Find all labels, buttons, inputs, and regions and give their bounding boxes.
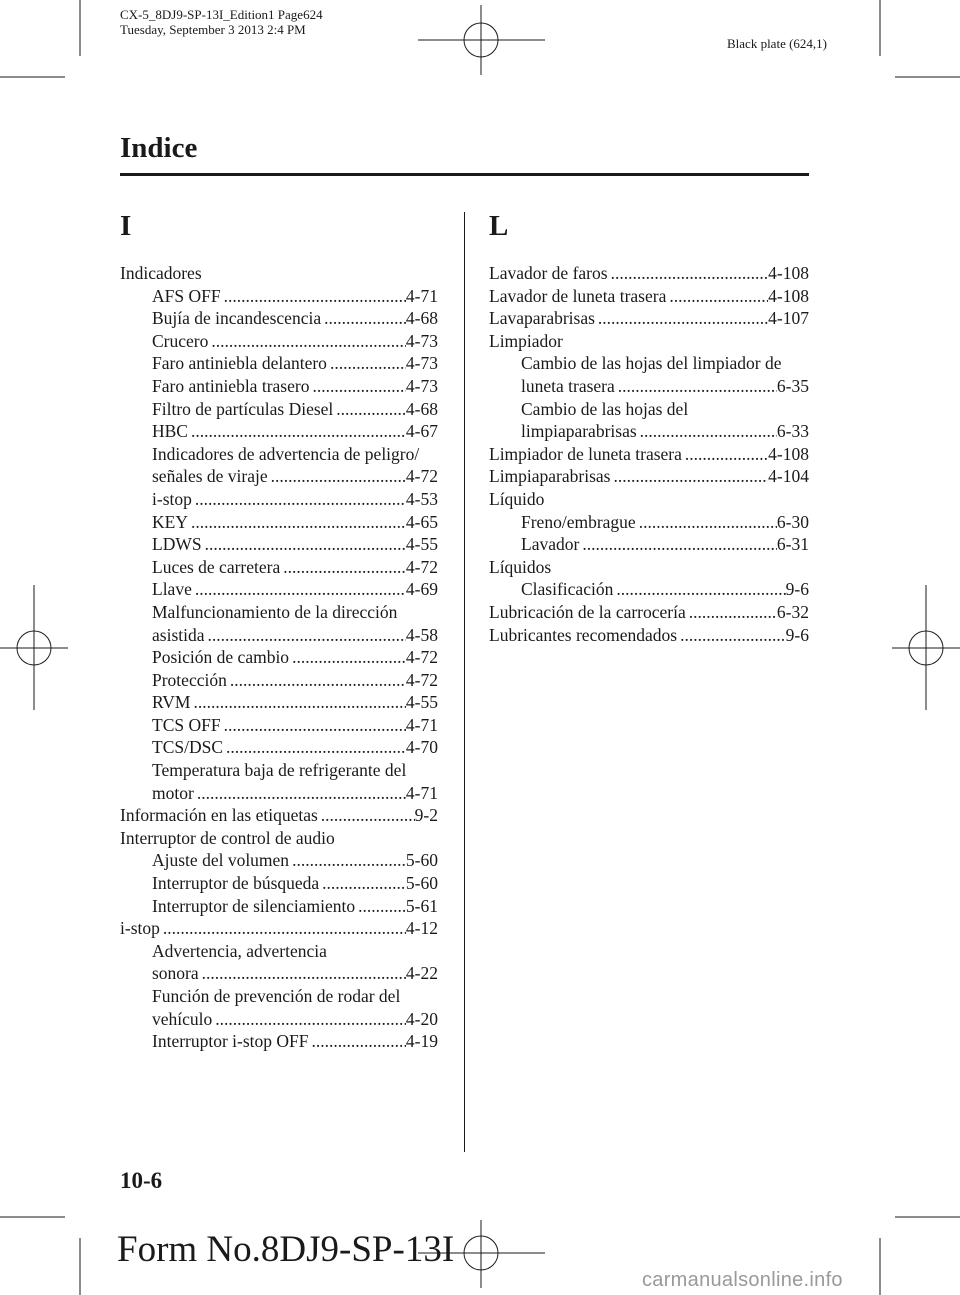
- entry-term: Clasificación: [521, 579, 614, 600]
- entry-page-ref: 5-60: [405, 850, 438, 871]
- entry-term: AFS OFF: [152, 285, 221, 306]
- entry-term: Luces de carretera: [152, 556, 281, 577]
- index-entry: [120, 578, 438, 601]
- print-header-line1: CX-5_8DJ9-SP-13I_Edition1 Page624: [120, 7, 323, 22]
- index-entry: [489, 533, 809, 556]
- leader-dots: [289, 646, 406, 669]
- entry-term: sonora: [152, 963, 199, 984]
- leader-dots: [188, 511, 406, 534]
- leader-dots: [223, 736, 406, 759]
- index-entry: [120, 330, 438, 353]
- leader-dots: [268, 465, 406, 488]
- entry-page-ref: 4-67: [405, 421, 438, 442]
- index-entry: [489, 511, 809, 534]
- index-entry: Indicadores de advertencia de peligro/: [152, 443, 420, 464]
- entry-page-ref: 4-72: [405, 669, 438, 690]
- leader-dots: [208, 330, 406, 353]
- leader-dots: [636, 511, 777, 534]
- index-entry: [120, 1008, 438, 1031]
- entry-term: asistida: [152, 624, 205, 645]
- index-column-right: [489, 262, 809, 646]
- leader-dots: [333, 398, 406, 421]
- entry-term: limpiaparabrisas: [521, 421, 637, 442]
- leader-dots: [319, 872, 406, 895]
- entry-page-ref: 9-2: [414, 805, 438, 826]
- index-entry: [120, 736, 438, 759]
- index-entry: [489, 601, 809, 624]
- entry-page-ref: 4-12: [405, 918, 438, 939]
- leader-dots: [610, 465, 768, 488]
- section-title: Indice: [120, 132, 198, 164]
- leader-dots: [608, 262, 769, 285]
- entry-term: Faro antiniebla trasero: [152, 375, 310, 396]
- index-entry: [120, 533, 438, 556]
- entry-term: Interruptor de silenciamiento: [152, 895, 356, 916]
- entry-term: HBC: [152, 421, 188, 442]
- entry-term: LDWS: [152, 534, 202, 555]
- leader-dots: [686, 601, 777, 624]
- entry-page-ref: 4-73: [405, 330, 438, 351]
- entry-term: Posición de cambio: [152, 647, 290, 668]
- index-entry: Temperatura baja de refrigerante del: [152, 760, 407, 781]
- index-entry: [120, 849, 438, 872]
- index-entry: [120, 352, 438, 375]
- index-entry: Malfuncionamiento de la dirección: [152, 601, 398, 622]
- letter-heading-i: I: [120, 210, 132, 242]
- leader-dots: [227, 669, 406, 692]
- index-entry: Función de prevención de rodar del: [152, 986, 401, 1006]
- leader-dots: [682, 443, 768, 466]
- entry-term: motor: [152, 782, 194, 803]
- index-entry: [120, 488, 438, 511]
- entry-term: señales de viraje: [152, 466, 268, 487]
- plate-label: Black plate (624,1): [727, 36, 827, 51]
- print-header-line2: Tuesday, September 3 2013 2:4 PM: [120, 22, 306, 37]
- entry-page-ref: 4-68: [405, 308, 438, 329]
- index-entry: [120, 895, 438, 918]
- leader-dots: [202, 533, 406, 556]
- index-entry: Cambio de las hojas del limpiador de: [521, 353, 782, 374]
- leader-dots: [613, 578, 785, 601]
- leader-dots: [192, 488, 406, 511]
- index-entry: [489, 262, 809, 285]
- entry-page-ref: 4-68: [405, 398, 438, 419]
- entry-page-ref: 6-33: [776, 421, 809, 442]
- entry-page-ref: 4-72: [405, 466, 438, 487]
- index-entry: [120, 398, 438, 421]
- leader-dots: [318, 804, 415, 827]
- leader-dots: [289, 849, 406, 872]
- index-entry: [120, 511, 438, 534]
- leader-dots: [309, 1030, 406, 1053]
- entry-term: Lubricantes recomendados: [489, 624, 678, 645]
- index-entry: [489, 375, 809, 398]
- leader-dots: [309, 375, 405, 398]
- leader-dots: [280, 556, 406, 579]
- index-entry: [120, 917, 438, 940]
- leader-dots: [212, 1008, 406, 1031]
- index-entry: [489, 420, 809, 443]
- leader-dots: [221, 714, 406, 737]
- leader-dots: [355, 895, 406, 918]
- index-entry: [489, 578, 809, 601]
- entry-page-ref: 4-53: [405, 488, 438, 509]
- leader-dots: [205, 624, 406, 647]
- index-entry: [120, 375, 438, 398]
- leader-dots: [188, 420, 406, 443]
- leader-dots: [666, 285, 768, 308]
- entry-page-ref: 4-73: [405, 353, 438, 374]
- index-entry: Líquido: [489, 488, 545, 509]
- entry-term: RVM: [152, 692, 191, 713]
- entry-term: Interruptor i-stop OFF: [152, 1031, 309, 1052]
- entry-page-ref: 4-69: [405, 579, 438, 600]
- index-entry: [120, 804, 438, 827]
- index-entry: [120, 465, 438, 488]
- entry-term: Bujía de incandescencia: [152, 308, 322, 329]
- entry-page-ref: 9-6: [785, 579, 809, 600]
- entry-page-ref: 4-19: [405, 1031, 438, 1052]
- index-entry: [120, 669, 438, 692]
- entry-term: Información en las etiquetas: [120, 805, 318, 826]
- entry-page-ref: 4-71: [405, 782, 438, 803]
- entry-term: Crucero: [152, 330, 209, 351]
- entry-term: vehículo: [152, 1008, 213, 1029]
- entry-page-ref: 4-108: [768, 285, 809, 306]
- entry-page-ref: 4-55: [405, 692, 438, 713]
- leader-dots: [192, 578, 406, 601]
- form-number: Form No.8DJ9-SP-13I: [117, 1229, 455, 1270]
- leader-dots: [199, 962, 406, 985]
- entry-term: Limpiaparabrisas: [489, 466, 611, 487]
- leader-dots: [615, 375, 777, 398]
- entry-page-ref: 6-31: [776, 534, 809, 555]
- entry-term: Lavador: [521, 534, 580, 555]
- entry-term: Limpiador de luneta trasera: [489, 443, 682, 464]
- index-entry: Cambio de las hojas del: [521, 398, 689, 419]
- index-entry: [489, 465, 809, 488]
- index-entry: [120, 646, 438, 669]
- entry-page-ref: 4-72: [405, 556, 438, 577]
- entry-term: Protección: [152, 669, 227, 690]
- index-entry: [489, 443, 809, 466]
- entry-term: Lavador de luneta trasera: [489, 285, 667, 306]
- entry-page-ref: 6-32: [776, 601, 809, 622]
- index-entry: [120, 556, 438, 579]
- index-entry: [120, 714, 438, 737]
- index-entry: [120, 782, 438, 805]
- leader-dots: [190, 691, 405, 714]
- entry-page-ref: 4-72: [405, 647, 438, 668]
- index-entry: [489, 285, 809, 308]
- index-entry: Advertencia, advertencia: [152, 940, 327, 961]
- entry-page-ref: 4-71: [405, 714, 438, 735]
- entry-term: Filtro de partículas Diesel: [152, 398, 334, 419]
- entry-page-ref: 9-6: [785, 624, 809, 645]
- entry-term: TCS/DSC: [152, 737, 223, 758]
- index-entry: [120, 691, 438, 714]
- leader-dots: [637, 420, 777, 443]
- leader-dots: [221, 285, 406, 308]
- entry-term: Lubricación de la carrocería: [489, 601, 686, 622]
- entry-page-ref: 4-55: [405, 534, 438, 555]
- entry-term: i-stop: [120, 918, 160, 939]
- index-entry: Líquidos: [489, 556, 552, 577]
- print-header: [120, 7, 323, 37]
- index-entry: [120, 872, 438, 895]
- header-rule: [120, 173, 809, 176]
- entry-page-ref: 5-60: [405, 873, 438, 894]
- watermark: carmanualsonline.info: [642, 1269, 843, 1291]
- leader-dots: [677, 624, 786, 647]
- leader-dots: [194, 782, 406, 805]
- index-entry: [120, 1030, 438, 1053]
- leader-dots: [327, 352, 406, 375]
- entry-term: Interruptor de búsqueda: [152, 873, 320, 894]
- entry-page-ref: 4-71: [405, 285, 438, 306]
- index-column-left: [120, 262, 438, 1053]
- index-entry: [120, 420, 438, 443]
- leader-dots: [579, 533, 777, 556]
- entry-term: Ajuste del volumen: [152, 850, 290, 871]
- entry-page-ref: 4-107: [768, 308, 809, 329]
- leader-dots: [160, 917, 406, 940]
- index-entry: [120, 962, 438, 985]
- entry-term: TCS OFF: [152, 714, 221, 735]
- entry-term: Faro antiniebla delantero: [152, 353, 327, 374]
- entry-page-ref: 5-61: [405, 895, 438, 916]
- entry-page-ref: 4-22: [405, 963, 438, 984]
- entry-term: i-stop: [152, 488, 192, 509]
- index-entry: Indicadores: [120, 263, 202, 283]
- entry-page-ref: 4-20: [405, 1008, 438, 1029]
- index-entry: [489, 624, 809, 647]
- entry-page-ref: 6-30: [776, 511, 809, 532]
- entry-page-ref: 4-108: [768, 443, 809, 464]
- index-entry: Limpiador: [489, 330, 563, 351]
- page-number: 10-6: [120, 1168, 163, 1193]
- index-entry: [489, 307, 809, 330]
- index-entry: [120, 307, 438, 330]
- entry-page-ref: 4-108: [768, 263, 809, 283]
- entry-page-ref: 4-65: [405, 511, 438, 532]
- leader-dots: [595, 307, 768, 330]
- entry-page-ref: 4-104: [768, 466, 809, 487]
- index-entry: [120, 285, 438, 308]
- entry-page-ref: 4-73: [405, 375, 438, 396]
- column-divider: [464, 212, 465, 1152]
- entry-term: luneta trasera: [521, 375, 615, 396]
- entry-page-ref: 6-35: [776, 375, 809, 396]
- letter-heading-l: L: [489, 210, 509, 242]
- entry-page-ref: 4-70: [405, 737, 438, 758]
- entry-term: Lavaparabrisas: [489, 308, 595, 329]
- index-entry: Interruptor de control de audio: [120, 827, 335, 848]
- index-entry: [120, 624, 438, 647]
- entry-term: Freno/embrague: [521, 511, 636, 532]
- entry-page-ref: 4-58: [405, 624, 438, 645]
- entry-term: KEY: [152, 511, 188, 532]
- leader-dots: [321, 307, 406, 330]
- entry-term: Llave: [152, 579, 192, 600]
- entry-term: Lavador de faros: [489, 263, 608, 283]
